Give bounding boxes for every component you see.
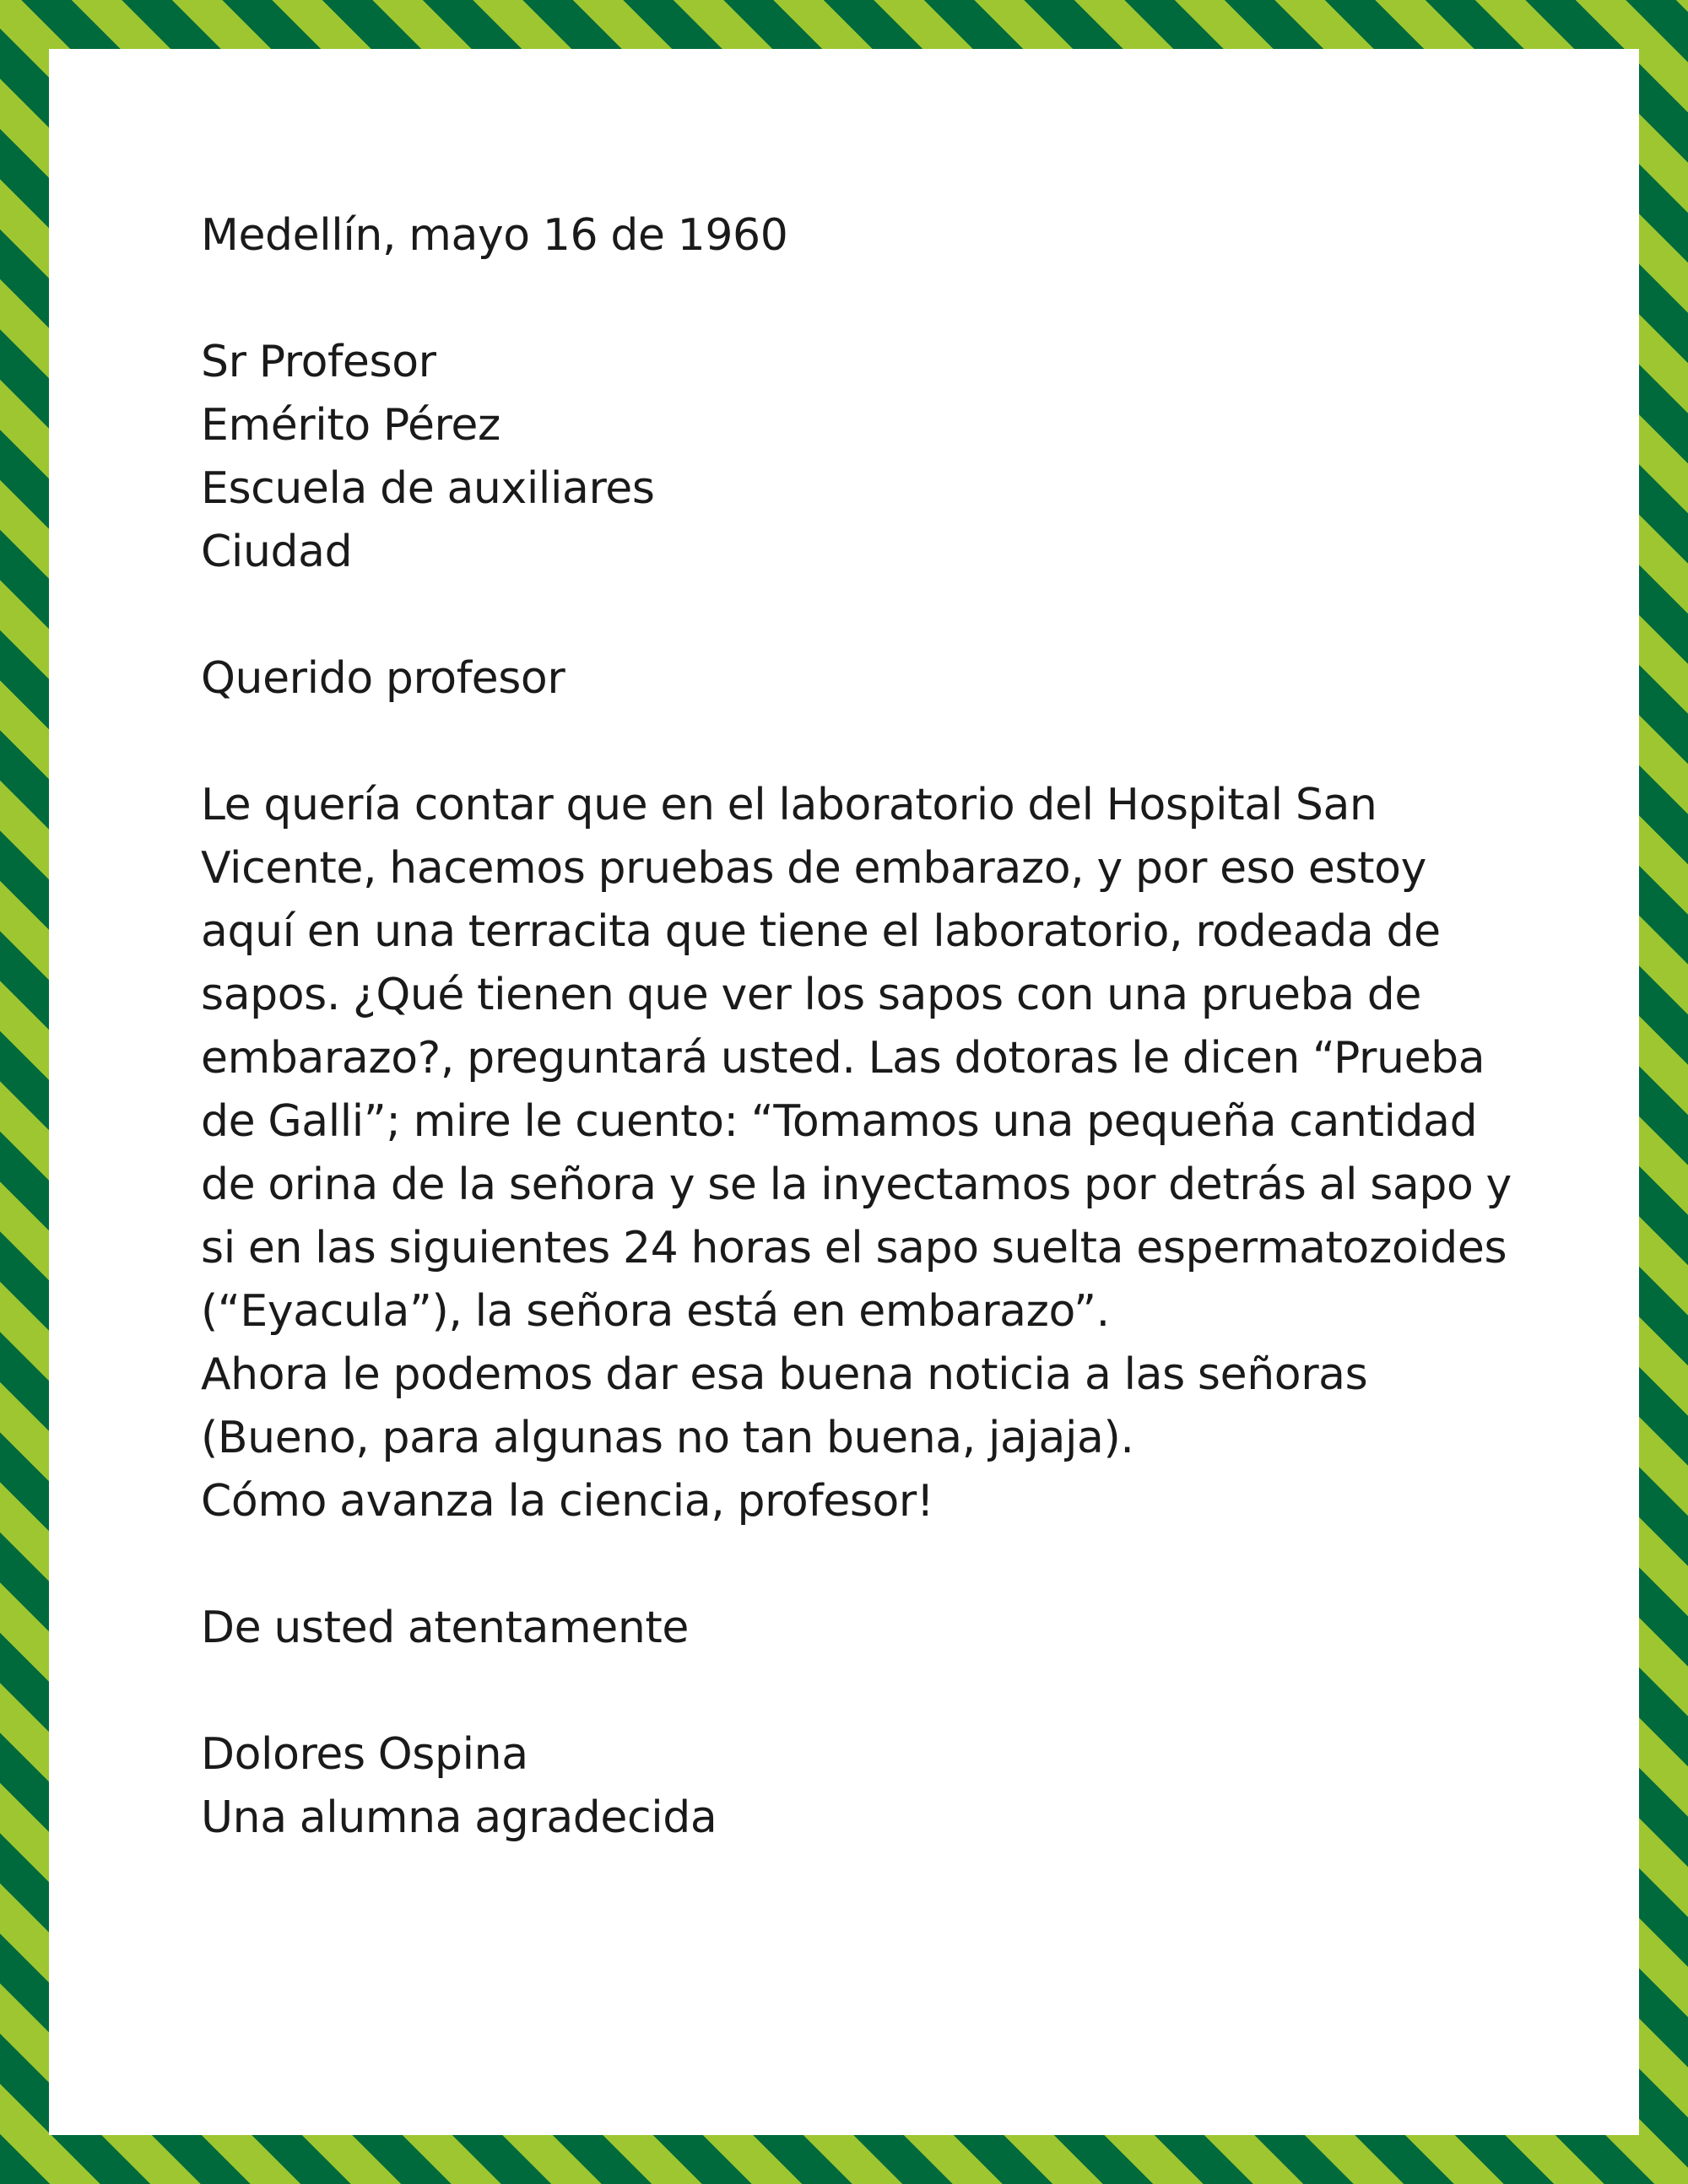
spacer	[201, 711, 1534, 774]
date-line: Medellín, mayo 16 de 1960	[201, 210, 788, 261]
recipient-block	[201, 331, 1534, 584]
body-line: Vicente, hacemos pruebas de embarazo, y por eso estoy	[201, 843, 1426, 894]
signature-block	[201, 1723, 1534, 1850]
body-line: embarazo?, preguntará usted. Las dotoras le dicen “Prueba	[201, 1033, 1485, 1084]
recipient-line: Ciudad	[201, 527, 353, 577]
body-line: (“Eyacula”), la señora está en embarazo”.	[201, 1286, 1110, 1337]
spacer	[201, 1533, 1534, 1597]
letter-body	[201, 204, 1534, 1850]
body-line: de Galli”; mire le cuento: “Tomamos una pequeña cantidad	[201, 1096, 1478, 1147]
body-line: si en las siguientes 24 horas el sapo suelta espermatozoides	[201, 1223, 1507, 1273]
body-line: Cómo avanza la ciencia, profesor!	[201, 1476, 934, 1527]
body-line: aquí en una terracita que tiene el laboratorio, rodeada de	[201, 906, 1441, 957]
spacer	[201, 1660, 1534, 1723]
salutation: Querido profesor	[201, 653, 565, 704]
spacer	[201, 268, 1534, 331]
body-line: sapos. ¿Qué tienen que ver los sapos con una prueba de	[201, 970, 1421, 1020]
signature-name: Dolores Ospina	[201, 1729, 528, 1780]
signature-title: Una alumna agradecida	[201, 1792, 717, 1843]
body-paragraph	[201, 774, 1534, 1533]
recipient-line: Escuela de auxiliares	[201, 463, 655, 514]
recipient-line: Sr Profesor	[201, 337, 436, 387]
body-line: Le quería contar que en el laboratorio del Hospital San	[201, 780, 1377, 830]
body-line: (Bueno, para algunas no tan buena, jajaja).	[201, 1413, 1134, 1463]
recipient-line: Emérito Pérez	[201, 400, 500, 451]
closing: De usted atentamente	[201, 1603, 689, 1653]
spacer	[201, 584, 1534, 647]
body-line: de orina de la señora y se la inyectamos por detrás al sapo y	[201, 1160, 1512, 1210]
body-line: Ahora le podemos dar esa buena noticia a las señoras	[201, 1349, 1368, 1400]
